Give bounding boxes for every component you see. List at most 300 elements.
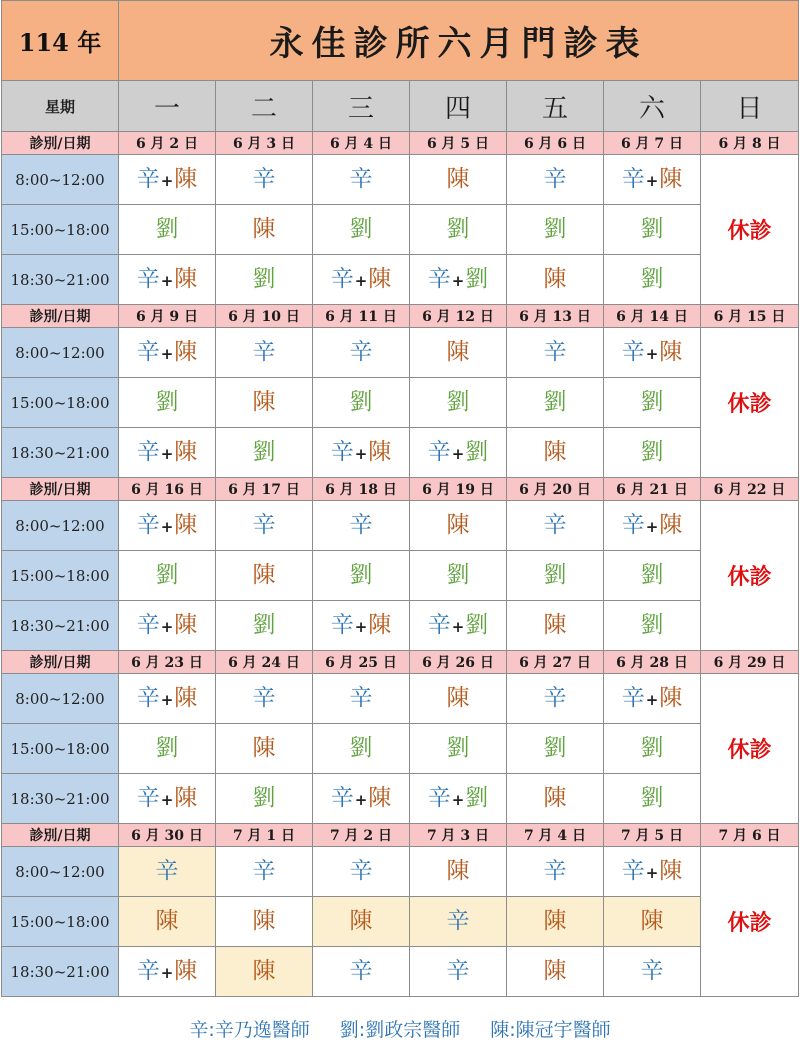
- schedule-cell: [119, 378, 216, 428]
- doctor-chen: 陳: [174, 685, 198, 711]
- doctor-liu: 劉: [543, 216, 567, 242]
- schedule-cell: [313, 724, 410, 774]
- schedule-cell: [410, 897, 507, 947]
- doctor-xin: 辛: [330, 612, 354, 638]
- schedule-cell: [507, 205, 604, 255]
- doctor-chen: 陳: [252, 562, 276, 588]
- doctor-liu: 劉: [446, 216, 470, 242]
- title-row: [2, 1, 799, 81]
- doctor-liu: 劉: [543, 735, 567, 761]
- schedule-cell: [507, 551, 604, 601]
- weekday-row: [2, 81, 799, 132]
- schedule-cell: [410, 255, 507, 305]
- schedule-cell: [604, 155, 701, 205]
- doctor-liu: 劉: [349, 562, 373, 588]
- slot-row: [2, 501, 799, 551]
- schedule-cell: [216, 155, 313, 205]
- schedule-cell: [119, 774, 216, 824]
- schedule-cell: [313, 947, 410, 997]
- schedule-cell: [410, 205, 507, 255]
- doctor-liu: 劉: [465, 612, 489, 638]
- schedule-cell: [507, 724, 604, 774]
- doctor-chen: 陳: [174, 612, 198, 638]
- schedule-cell: [410, 501, 507, 551]
- time-slot-label: 8:00~12:00: [2, 155, 119, 205]
- plus-sign: +: [160, 691, 174, 709]
- date-cell: 6 月 2 日: [119, 132, 216, 155]
- schedule-cell: [216, 601, 313, 651]
- schedule-cell: [313, 551, 410, 601]
- date-cell: 6 月 4 日: [313, 132, 410, 155]
- year-label: 114 年: [2, 1, 119, 81]
- doctor-chen: 陳: [659, 685, 683, 711]
- date-row: [2, 305, 799, 328]
- doctor-chen: 陳: [659, 339, 683, 365]
- plus-sign: +: [645, 172, 659, 190]
- slot-row: [2, 428, 799, 478]
- date-row-label: 診別/日期: [2, 824, 119, 847]
- schedule-cell: [604, 847, 701, 897]
- schedule-cell: [410, 947, 507, 997]
- date-cell: 6 月 22 日: [701, 478, 799, 501]
- schedule-cell: [216, 897, 313, 947]
- plus-sign: +: [160, 272, 174, 290]
- date-cell: 6 月 8 日: [701, 132, 799, 155]
- doctor-chen: 陳: [155, 908, 179, 934]
- time-slot-label: 8:00~12:00: [2, 501, 119, 551]
- time-slot-label: 8:00~12:00: [2, 674, 119, 724]
- schedule-cell: [604, 774, 701, 824]
- doctor-liu: 劉: [465, 439, 489, 465]
- date-cell: 6 月 13 日: [507, 305, 604, 328]
- doctor-xin: 辛: [427, 785, 451, 811]
- doctor-chen: 陳: [252, 389, 276, 415]
- doctor-xin: 辛: [543, 512, 567, 538]
- weekday-wed: 三: [313, 81, 410, 132]
- date-cell: 7 月 1 日: [216, 824, 313, 847]
- schedule-cell: [119, 847, 216, 897]
- date-row: [2, 651, 799, 674]
- doctor-liu: 劉: [155, 389, 179, 415]
- schedule-cell: [313, 501, 410, 551]
- time-slot-label: 18:30~21:00: [2, 428, 119, 478]
- time-slot-label: 18:30~21:00: [2, 774, 119, 824]
- schedule-cell: [313, 847, 410, 897]
- schedule-cell: [507, 847, 604, 897]
- date-row-label: 診別/日期: [2, 132, 119, 155]
- date-cell: 6 月 18 日: [313, 478, 410, 501]
- schedule-cell: [604, 501, 701, 551]
- time-slot-label: 15:00~18:00: [2, 551, 119, 601]
- schedule-cell: [313, 674, 410, 724]
- doctor-chen: 陳: [252, 908, 276, 934]
- doctor-chen: 陳: [543, 958, 567, 984]
- weekday-label: 星期: [2, 81, 119, 132]
- schedule-cell: [507, 428, 604, 478]
- schedule-cell: [119, 501, 216, 551]
- doctor-liu: 劉: [446, 389, 470, 415]
- time-slot-label: 8:00~12:00: [2, 847, 119, 897]
- date-cell: 6 月 29 日: [701, 651, 799, 674]
- schedule-cell: [313, 205, 410, 255]
- slot-row: [2, 328, 799, 378]
- date-row-label: 診別/日期: [2, 651, 119, 674]
- doctor-xin: 辛: [621, 339, 645, 365]
- weekday-thu: 四: [410, 81, 507, 132]
- doctor-chen: 陳: [368, 785, 392, 811]
- schedule-cell: [313, 155, 410, 205]
- schedule-cell: [507, 501, 604, 551]
- doctor-liu: 劉: [640, 562, 664, 588]
- weekday-sun: 日: [701, 81, 799, 132]
- date-cell: 6 月 28 日: [604, 651, 701, 674]
- schedule-cell: [507, 674, 604, 724]
- schedule-cell: [313, 255, 410, 305]
- doctor-chen: 陳: [368, 266, 392, 292]
- legend-item-liu: 劉:劉政宗醫師: [339, 1019, 461, 1041]
- schedule-cell: [410, 378, 507, 428]
- doctor-chen: 陳: [174, 166, 198, 192]
- time-slot-label: 15:00~18:00: [2, 897, 119, 947]
- slot-row: [2, 674, 799, 724]
- doctor-liu: 劉: [465, 266, 489, 292]
- schedule-cell: [216, 674, 313, 724]
- doctor-xin: 辛: [621, 858, 645, 884]
- doctor-chen: 陳: [174, 958, 198, 984]
- schedule-cell: [410, 724, 507, 774]
- schedule-cell: [604, 551, 701, 601]
- date-cell: 6 月 25 日: [313, 651, 410, 674]
- date-cell: 6 月 6 日: [507, 132, 604, 155]
- doctor-chen: 陳: [252, 216, 276, 242]
- slot-row: [2, 255, 799, 305]
- slot-row: [2, 205, 799, 255]
- plus-sign: +: [160, 445, 174, 463]
- doctor-chen: 陳: [659, 512, 683, 538]
- schedule-cell: [604, 205, 701, 255]
- slot-row: [2, 551, 799, 601]
- doctor-xin: 辛: [446, 958, 470, 984]
- schedule-cell: [216, 724, 313, 774]
- doctor-xin: 辛: [136, 339, 160, 365]
- doctor-xin: 辛: [330, 439, 354, 465]
- schedule-cell: [507, 328, 604, 378]
- schedule-cell: [216, 328, 313, 378]
- plus-sign: +: [160, 964, 174, 982]
- doctor-chen: 陳: [446, 339, 470, 365]
- schedule-cell: [119, 205, 216, 255]
- doctor-xin: 辛: [349, 858, 373, 884]
- schedule-cell: [119, 155, 216, 205]
- schedule-cell: [119, 255, 216, 305]
- schedule-cell: [507, 897, 604, 947]
- schedule-cell: [313, 328, 410, 378]
- doctor-chen: 陳: [446, 685, 470, 711]
- doctor-chen: 陳: [543, 266, 567, 292]
- schedule-cell: [313, 378, 410, 428]
- date-cell: 6 月 16 日: [119, 478, 216, 501]
- doctor-liu: 劉: [252, 785, 276, 811]
- doctor-xin: 辛: [349, 166, 373, 192]
- doctor-chen: 陳: [174, 266, 198, 292]
- doctor-xin: 辛: [330, 266, 354, 292]
- doctor-xin: 辛: [640, 958, 664, 984]
- date-cell: 6 月 11 日: [313, 305, 410, 328]
- slot-row: [2, 774, 799, 824]
- doctor-liu: 劉: [252, 266, 276, 292]
- doctor-liu: 劉: [543, 389, 567, 415]
- schedule-cell: [410, 551, 507, 601]
- plus-sign: +: [354, 272, 368, 290]
- doctor-liu: 劉: [640, 216, 664, 242]
- plus-sign: +: [451, 445, 465, 463]
- date-cell: 7 月 2 日: [313, 824, 410, 847]
- closed-label: 休診: [701, 155, 799, 305]
- slot-row: [2, 378, 799, 428]
- doctor-xin: 辛: [427, 439, 451, 465]
- schedule-cell: [119, 328, 216, 378]
- slot-row: [2, 847, 799, 897]
- schedule-cell: [119, 601, 216, 651]
- weekday-mon: 一: [119, 81, 216, 132]
- doctor-liu: 劉: [349, 389, 373, 415]
- weekday-sat: 六: [604, 81, 701, 132]
- schedule-cell: [216, 501, 313, 551]
- date-cell: 6 月 3 日: [216, 132, 313, 155]
- doctor-liu: 劉: [640, 735, 664, 761]
- doctor-chen: 陳: [446, 858, 470, 884]
- schedule-cell: [604, 724, 701, 774]
- doctor-chen: 陳: [174, 785, 198, 811]
- date-cell: 7 月 4 日: [507, 824, 604, 847]
- date-row-label: 診別/日期: [2, 478, 119, 501]
- time-slot-label: 8:00~12:00: [2, 328, 119, 378]
- doctor-xin: 辛: [252, 512, 276, 538]
- time-slot-label: 15:00~18:00: [2, 378, 119, 428]
- doctor-chen: 陳: [174, 439, 198, 465]
- schedule-cell: [119, 674, 216, 724]
- date-cell: 6 月 30 日: [119, 824, 216, 847]
- date-row: [2, 132, 799, 155]
- date-cell: 6 月 10 日: [216, 305, 313, 328]
- doctor-chen: 陳: [543, 612, 567, 638]
- schedule-cell: [119, 428, 216, 478]
- time-slot-label: 15:00~18:00: [2, 724, 119, 774]
- doctor-xin: 辛: [252, 166, 276, 192]
- doctor-chen: 陳: [252, 735, 276, 761]
- doctor-liu: 劉: [155, 216, 179, 242]
- date-cell: 7 月 6 日: [701, 824, 799, 847]
- doctor-xin: 辛: [136, 512, 160, 538]
- doctor-legend: [0, 1015, 800, 1042]
- plus-sign: +: [451, 272, 465, 290]
- plus-sign: +: [160, 618, 174, 636]
- doctor-xin: 辛: [427, 266, 451, 292]
- doctor-liu: 劉: [252, 612, 276, 638]
- slot-row: [2, 897, 799, 947]
- doctor-liu: 劉: [640, 389, 664, 415]
- doctor-xin: 辛: [136, 612, 160, 638]
- schedule-cell: [119, 897, 216, 947]
- doctor-xin: 辛: [349, 958, 373, 984]
- date-row: [2, 824, 799, 847]
- weekday-fri: 五: [507, 81, 604, 132]
- plus-sign: +: [354, 445, 368, 463]
- plus-sign: +: [160, 518, 174, 536]
- doctor-xin: 辛: [427, 612, 451, 638]
- plus-sign: +: [354, 791, 368, 809]
- doctor-chen: 陳: [659, 858, 683, 884]
- schedule-cell: [507, 155, 604, 205]
- plus-sign: +: [160, 345, 174, 363]
- plus-sign: +: [645, 518, 659, 536]
- doctor-liu: 劉: [640, 785, 664, 811]
- date-cell: 6 月 12 日: [410, 305, 507, 328]
- date-cell: 6 月 24 日: [216, 651, 313, 674]
- slot-row: [2, 155, 799, 205]
- slot-row: [2, 724, 799, 774]
- schedule-cell: [410, 428, 507, 478]
- doctor-liu: 劉: [640, 266, 664, 292]
- plus-sign: +: [645, 864, 659, 882]
- schedule-cell: [410, 601, 507, 651]
- page-title: 永佳診所六月門診表: [119, 1, 799, 81]
- doctor-xin: 辛: [136, 785, 160, 811]
- doctor-liu: 劉: [543, 562, 567, 588]
- doctor-xin: 辛: [543, 339, 567, 365]
- schedule-cell: [410, 155, 507, 205]
- doctor-liu: 劉: [155, 562, 179, 588]
- closed-label: 休診: [701, 674, 799, 824]
- schedule-cell: [313, 897, 410, 947]
- doctor-xin: 辛: [252, 339, 276, 365]
- schedule-cell: [216, 255, 313, 305]
- doctor-xin: 辛: [136, 958, 160, 984]
- schedule-cell: [507, 378, 604, 428]
- plus-sign: +: [451, 618, 465, 636]
- date-cell: 7 月 5 日: [604, 824, 701, 847]
- doctor-chen: 陳: [174, 339, 198, 365]
- time-slot-label: 15:00~18:00: [2, 205, 119, 255]
- date-cell: 6 月 9 日: [119, 305, 216, 328]
- date-cell: 6 月 19 日: [410, 478, 507, 501]
- schedule-cell: [604, 328, 701, 378]
- doctor-xin: 辛: [621, 166, 645, 192]
- doctor-chen: 陳: [349, 908, 373, 934]
- date-row-label: 診別/日期: [2, 305, 119, 328]
- doctor-liu: 劉: [155, 735, 179, 761]
- schedule-cell: [216, 774, 313, 824]
- doctor-xin: 辛: [621, 685, 645, 711]
- doctor-xin: 辛: [136, 439, 160, 465]
- schedule-cell: [604, 601, 701, 651]
- schedule-cell: [604, 428, 701, 478]
- date-cell: 6 月 20 日: [507, 478, 604, 501]
- doctor-chen: 陳: [543, 785, 567, 811]
- schedule-cell: [313, 601, 410, 651]
- time-slot-label: 18:30~21:00: [2, 601, 119, 651]
- doctor-liu: 劉: [446, 562, 470, 588]
- schedule-cell: [604, 947, 701, 997]
- date-cell: 6 月 15 日: [701, 305, 799, 328]
- plus-sign: +: [160, 791, 174, 809]
- schedule-cell: [216, 428, 313, 478]
- doctor-liu: 劉: [349, 735, 373, 761]
- schedule-cell: [216, 847, 313, 897]
- schedule-cell: [604, 255, 701, 305]
- doctor-xin: 辛: [349, 512, 373, 538]
- doctor-xin: 辛: [252, 685, 276, 711]
- doctor-liu: 劉: [640, 439, 664, 465]
- schedule-cell: [313, 774, 410, 824]
- date-cell: 6 月 27 日: [507, 651, 604, 674]
- doctor-xin: 辛: [446, 908, 470, 934]
- doctor-xin: 辛: [136, 266, 160, 292]
- schedule-cell: [507, 255, 604, 305]
- slot-row: [2, 601, 799, 651]
- schedule-cell: [410, 847, 507, 897]
- doctor-liu: 劉: [640, 612, 664, 638]
- schedule-cell: [507, 601, 604, 651]
- schedule-cell: [119, 947, 216, 997]
- doctor-chen: 陳: [446, 512, 470, 538]
- doctor-xin: 辛: [136, 685, 160, 711]
- plus-sign: +: [645, 345, 659, 363]
- date-row: [2, 478, 799, 501]
- date-cell: 6 月 7 日: [604, 132, 701, 155]
- date-cell: 6 月 26 日: [410, 651, 507, 674]
- schedule-cell: [313, 428, 410, 478]
- doctor-liu: 劉: [465, 785, 489, 811]
- date-cell: 6 月 17 日: [216, 478, 313, 501]
- doctor-chen: 陳: [543, 908, 567, 934]
- doctor-xin: 辛: [330, 785, 354, 811]
- plus-sign: +: [451, 791, 465, 809]
- schedule-cell: [507, 947, 604, 997]
- weekday-tue: 二: [216, 81, 313, 132]
- doctor-liu: 劉: [349, 216, 373, 242]
- schedule-cell: [216, 947, 313, 997]
- schedule-cell: [410, 328, 507, 378]
- doctor-xin: 辛: [543, 166, 567, 192]
- doctor-chen: 陳: [446, 166, 470, 192]
- schedule-cell: [119, 551, 216, 601]
- schedule-cell: [216, 551, 313, 601]
- time-slot-label: 18:30~21:00: [2, 255, 119, 305]
- date-cell: 6 月 23 日: [119, 651, 216, 674]
- doctor-xin: 辛: [349, 339, 373, 365]
- closed-label: 休診: [701, 328, 799, 478]
- plus-sign: +: [160, 172, 174, 190]
- schedule-cell: [410, 774, 507, 824]
- date-cell: 7 月 3 日: [410, 824, 507, 847]
- doctor-chen: 陳: [640, 908, 664, 934]
- closed-label: 休診: [701, 847, 799, 997]
- plus-sign: +: [645, 691, 659, 709]
- doctor-xin: 辛: [252, 858, 276, 884]
- doctor-xin: 辛: [155, 858, 179, 884]
- doctor-chen: 陳: [252, 958, 276, 984]
- schedule-cell: [507, 774, 604, 824]
- closed-label: 休診: [701, 501, 799, 651]
- doctor-xin: 辛: [136, 166, 160, 192]
- legend-item-chen: 陳:陳冠宇醫師: [490, 1019, 611, 1041]
- doctor-liu: 劉: [252, 439, 276, 465]
- plus-sign: +: [354, 618, 368, 636]
- schedule-cell: [410, 674, 507, 724]
- schedule-cell: [604, 674, 701, 724]
- date-cell: 6 月 21 日: [604, 478, 701, 501]
